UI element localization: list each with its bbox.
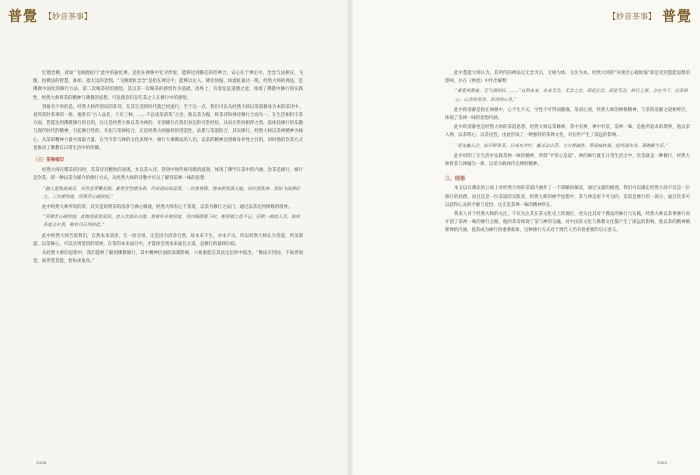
brand-logo: 普覺 (662, 9, 692, 25)
brand-logo: 普覺 (8, 9, 38, 25)
section-heading: （三）茶禅相印 (33, 158, 64, 164)
paragraph: 此中经然大师告诉我们，自然本来清净，无一切分别，正是因为清净自然，故本来不生，亦本不灭，所以经然大师认为茶道，所见即道，以茶修心，可以达到觉悟的境界，在茶的本来面目中，才能体会到本来面目之道，是修行的最终归宿。 (33, 233, 303, 247)
paragraph: 我来人对于经然大师的关注，不仅关注其在茶文化史上的地位，更关注其对于佛法的修行与实践，经然大师以茶事修行而开创了茶禅一味的修行之路，他的茶诗体现了茶与禅的交融，对中国茶文化与佛教文化都产生了深远的影响，他以茶的精神阐释禅的内涵，使茶成为修行的重要载体，这种修行方式对于现代人仍有着重要的启示意义。 (445, 212, 690, 234)
paragraph: 此中的清静也是经然大师的茶道思想，经然大师以茶修禅，茶中有禅，禅中有茶，茶禅一味，是他所追求的境界，他以茶入禅，以茶明心，以茶见性，由此形成了一种独特的茶禅文化，对后世产生了深远的影响。 (445, 125, 690, 139)
right-page (350, 0, 700, 475)
paragraph: 本文以在佛法的立场上对经然大师的茶道内涵作了一个简略的解读，通过文献的梳理，我们可以确定经然大师不仅是一位修行的高僧，而且还是一位茶道的实践者，经然大师的禅学思想中，茶与禅是密不可分的，茶道是修行的一部分，通过饮茶可以获得心灵的平静与觉悟，这正是茶禅一味的精神所在。 (445, 186, 690, 208)
block-quote: “越人遗我剡溪茗，采得金芽爨金鼎。素瓷雪色缥沫香，何似诸仙琼蕊浆。一饮涤昏寐，情来朗爽满天地。再饮清我神，忽如飞雨洒轻尘。三饮便得道，何须苦心破烦恼。” (43, 186, 300, 200)
right-text-column (445, 70, 690, 237)
block-quote: “素瓷传静夜，芳气满闲轩。……”自然本来，本来无念，无念之念，即是正念，即是无念，修行之要，全在当下，以茶修心，心净则茶净，茶净则心净。” (455, 89, 688, 103)
column-title: 【妙音茶事】 (608, 11, 656, 21)
column-title: 【妙音茶事】 (44, 11, 92, 21)
block-quote: “喜见幽人会，初开野客茶。日成东井叶，露采北山芽。文火香偏胜，寒泉味转嘉。投铛涌作沫，著碗聚生花。” (455, 143, 669, 149)
paragraph: 此中慧能大师认为，其所传的禅法以无念为宗，无相为体，无住为本，经然大师的“何须苦心破烦恼”即是受到慧能思想的影响，并在《禅意》中作出解释： (445, 71, 690, 85)
paragraph: 此中说明了在生活中实践茶禅一味的精神，所谓“平常心是道”，禅的修行就在日常生活之中，饮茶就是一种修行，经然大师将茶与禅融为一体，以茶为载体传达禅的精神。 (445, 153, 690, 168)
block-quote: “何须苦心破烦恼，此物清高世莫知。世人饮酒多自欺，愁看毕卓瓮间夜，笑向陶潜篱下时。崔侯啜之意不已，狂歌一曲惊人耳。孰知茶道全尔真，唯有丹丘得如此。” (43, 215, 300, 229)
left-text-column (33, 70, 303, 267)
section-heading: 三、结语 (445, 176, 466, 183)
page-number: 1005 (656, 460, 667, 465)
paragraph: 忆德念佛，意如“飞阁流虹行”此中的通化禅，是指在禅修中忆寻形象，能够达到静态的形神合，安心住于禅定中。念念与法相应，飞阁，指佛法的智慧，谁如，指无边的悲悯。“飞阁流虹念念”是指在禅定中，能够以定入，降伏烦恼，如流虹通达一般，经然大师的禅法，是佛教中国化的修行方法，第二次喝茶时的感悟，是以茶一次喝茶的感悟作为基础，清界上，有着征征道德之意，体现了佛教中修行的实践性，经然大师将茶的精神与佛教的思想，可以使你们在吃茶之人在修行中的感悟。 (33, 71, 303, 101)
paragraph: 从经然大师的思想中，我们能够了解到佛教修行，其中精神层面的深刻影响，六祖惠能在其法宝坛经中提出，“佛法在世间，不离世间觉，离世觅菩提，恰如求兔角。” (33, 251, 303, 265)
book-gutter (346, 0, 354, 475)
left-header (8, 6, 92, 26)
paragraph: 经然大师在嗜茶的同时，其茶诗有精致的表现，并以茶入诗，得到中国传统诗歌的滋润，体现了佛学在茶中的内涵，饮茶是修行，修行是饮茶，即一种以茶为媒介的修行方式，从经然大师的诗歌中可以了解到茶禅一味的思想： (33, 168, 303, 182)
paragraph: 此中的清静是指在禅修中，心不生不灭，空性不可得而随缘，茶清心清，经然大师的禅修精神，与茶的清静之道相呼应，体现了茶禅一味的思想内涵。 (445, 107, 690, 122)
page-number: 1004 (36, 460, 47, 465)
paragraph: 到最名不举的是，经然大师所创识的茶诗，在其生活的时代就已经流行，至于这一点，我们可以从经然大师以茶道修身为本的茶诗中，看到其时茶事的一斑，他曾有“古人品茗，十有三种，……不以谈茶清茶”之语，惟以茶为媒，将茶诗和禅诗修行合而为一，在生活相机不茶方面，皆能达到佛教修行的目的，这正是经然大师以茶为禅的，开创修行在我们身边的可贵经验，从而在世俗相伴之余，依体验修行的乐趣与现代时代的精神，引起修行性的，开拓与茶禅结合，正是经然大师独特的创造性，法系与茶道结合，其实修行，经然大师以茶禅精神为核心，从茶的精神力量中汲取力量，在当今茶与禅的文化表现中，修行大乘佛法的人们，以茶的精神达到修身养性之目的，同时他的饮茶方式也推动了佛教在日常生活中的传播。 (33, 104, 303, 151)
right-header (608, 6, 692, 26)
paragraph: 此中经然大师所说的茶，其实是说明茶的清净与禅心相通，经然大师有心于茶道，以茶为修行之法门，通过品茶达到禅修的境界。 (42, 205, 293, 211)
